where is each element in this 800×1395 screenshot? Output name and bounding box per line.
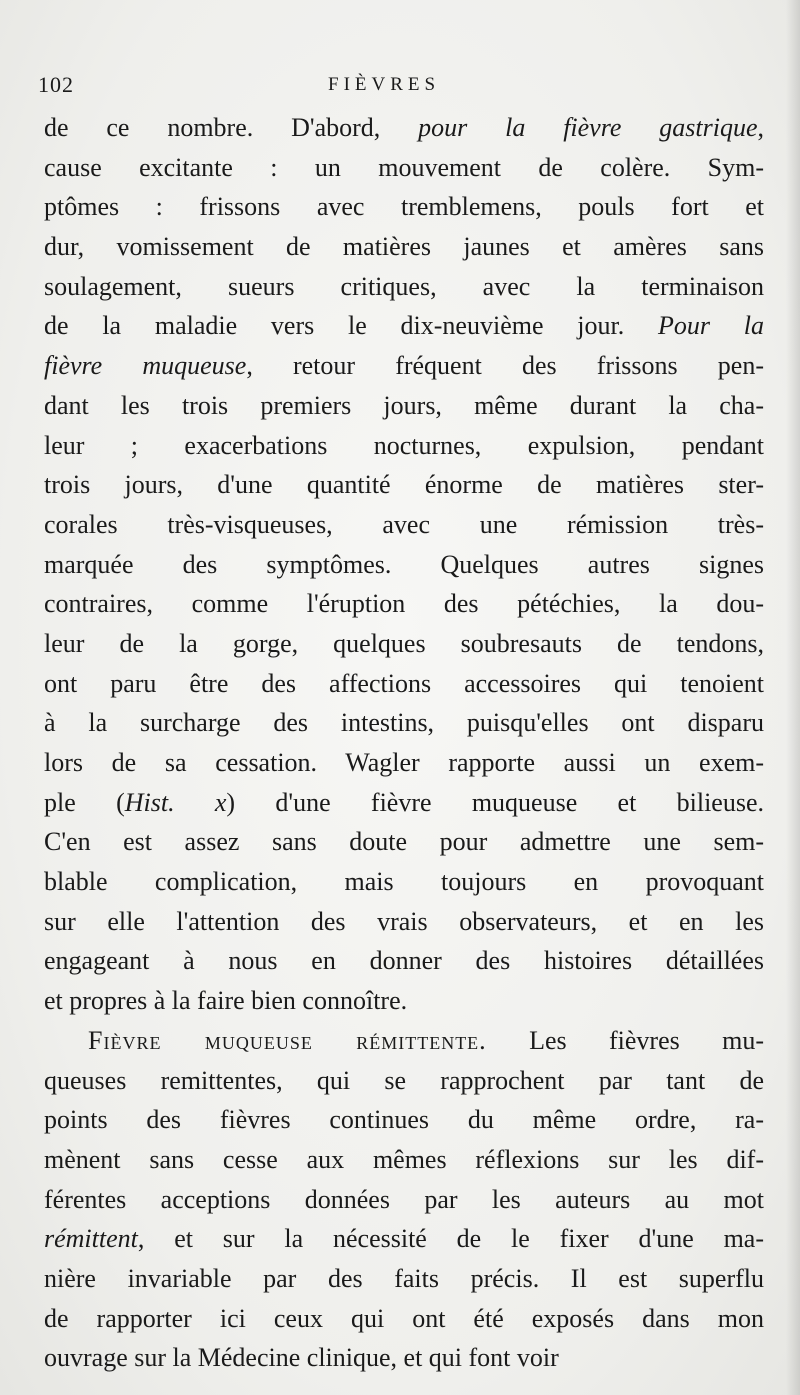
text-segment: , retour fréquent des frissons pen- xyxy=(246,351,764,381)
text-segment: lors de sa cessation. Wagler rapporte aussi un exem- xyxy=(44,748,764,777)
text-segment: ) d'une fièvre muqueuse et bilieuse. xyxy=(226,787,764,817)
text-line xyxy=(44,584,764,624)
text-segment: trois jours, d'une quantité énorme de matières ster- xyxy=(44,470,764,500)
text-segment: , et sur la nécessité de le fixer d'une ma- xyxy=(137,1224,764,1254)
text-line xyxy=(44,1299,764,1339)
text-segment: nière invariable par des faits précis. Il est superflu xyxy=(44,1263,764,1293)
italic-text: pour la fièvre gastrique xyxy=(418,113,758,142)
text-segment: ont paru être des affections accessoires qui tenoient xyxy=(44,668,764,698)
text-segment: ptômes : frissons avec tremblemens, pouls fort et xyxy=(44,192,764,222)
text-segment: points des fièvres continues du même ordre, ra- xyxy=(44,1105,764,1135)
text-line xyxy=(44,545,764,585)
text-segment: contraires, comme l'éruption des pétéchies, la dou- xyxy=(44,589,764,619)
text-line xyxy=(44,703,764,743)
text-segment: de la maladie vers le dix-neuvième jour. xyxy=(44,311,658,341)
page-header xyxy=(38,72,758,102)
text-line xyxy=(44,465,764,505)
text-line xyxy=(44,862,764,902)
text-segment: et propres à la faire bien connoître. xyxy=(44,986,408,1016)
text-segment: marquée des symptômes. Quelques autres signes xyxy=(44,549,764,579)
text-line xyxy=(44,783,764,823)
body-text xyxy=(44,108,764,1378)
page-edge-shadow xyxy=(786,0,800,1395)
text-segment: mènent sans cesse aux mêmes réflexions sur les dif- xyxy=(44,1144,764,1174)
text-segment: leur ; exacerbations nocturnes, expulsion, pendant xyxy=(44,430,764,460)
text-segment: corales très-visqueuses, avec une rémission très- xyxy=(44,509,764,539)
text-line xyxy=(44,743,764,783)
text-segment: leur de la gorge, quelques soubresauts de tendons, xyxy=(44,628,764,658)
italic-text: rémittent xyxy=(44,1224,138,1254)
text-segment: queuses remittentes, qui se rapprochent par tant de xyxy=(44,1065,764,1095)
page-number: 102 xyxy=(38,72,74,97)
text-line xyxy=(44,624,764,664)
text-segment: à la surcharge des intestins, puisqu'elles ont disparu xyxy=(44,708,764,738)
text-line xyxy=(44,267,764,307)
text-line xyxy=(44,1259,764,1299)
text-segment: Les fièvres mu- xyxy=(486,1025,764,1055)
text-line xyxy=(44,386,764,426)
text-line xyxy=(44,1140,764,1180)
text-segment: ple ( xyxy=(44,787,125,817)
text-segment: soulagement, sueurs critiques, avec la terminaison xyxy=(44,271,764,301)
text-line xyxy=(44,346,764,386)
text-segment: , xyxy=(757,113,764,142)
text-line xyxy=(44,306,764,346)
text-line xyxy=(44,108,764,148)
text-line xyxy=(44,1180,764,1220)
italic-text: fièvre muqueuse xyxy=(44,351,247,381)
running-head: FIÈVRES xyxy=(328,74,441,95)
text-segment: de rapporter ici ceux qui ont été exposés dans mon xyxy=(44,1303,764,1333)
text-segment: engageant à nous en donner des histoires détaillées xyxy=(44,946,764,976)
text-line xyxy=(44,505,764,545)
italic-text: Hist. x xyxy=(124,787,227,817)
text-line xyxy=(44,664,764,704)
text-segment: dur, vomissement de matières jaunes et amères sans xyxy=(44,232,764,262)
text-line xyxy=(44,1100,764,1140)
text-line xyxy=(44,187,764,227)
text-line xyxy=(44,981,764,1021)
text-segment: ouvrage sur la Médecine clinique, et qui font voir xyxy=(44,1343,559,1373)
text-segment: de ce nombre. D'abord, xyxy=(44,113,419,142)
text-line xyxy=(44,227,764,267)
text-segment: C'en est assez sans doute pour admettre une sem- xyxy=(44,827,764,857)
text-line xyxy=(44,1219,764,1259)
text-line xyxy=(44,426,764,466)
text-line xyxy=(44,1338,764,1378)
text-line xyxy=(44,941,764,981)
text-segment: férentes acceptions données par les auteurs au mot xyxy=(44,1184,764,1214)
text-segment: blable complication, mais toujours en provoquant xyxy=(44,867,764,897)
text-line xyxy=(44,1061,764,1101)
text-segment: sur elle l'attention des vrais observateurs, et en les xyxy=(44,906,764,936)
italic-text: Pour la xyxy=(658,311,764,341)
text-segment: dant les trois premiers jours, même durant la cha- xyxy=(44,390,764,420)
text-line xyxy=(44,902,764,942)
text-line xyxy=(44,822,764,862)
section-heading: Fièvre muqueuse rémittente. xyxy=(88,1025,487,1055)
text-line xyxy=(44,148,764,188)
text-line xyxy=(44,1021,764,1061)
text-segment: cause excitante : un mouvement de colère. Sym- xyxy=(44,152,764,182)
